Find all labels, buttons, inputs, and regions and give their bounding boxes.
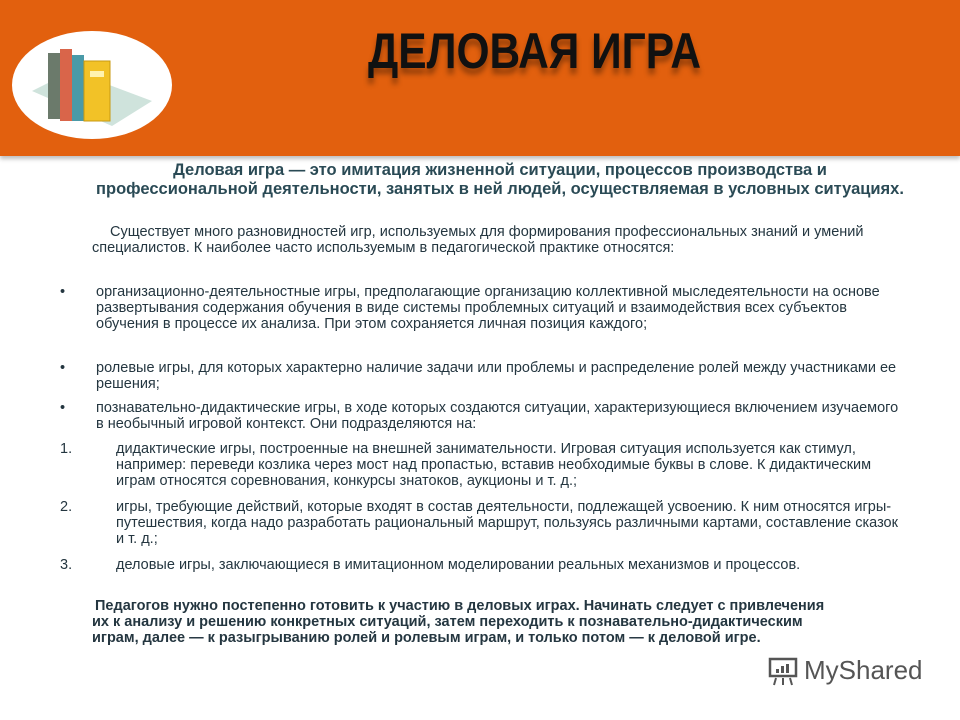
number-marker: 1. [60,441,73,457]
bullet-item [60,360,900,392]
bullet-marker: • [60,360,66,376]
bullet-text: познавательно-дидактические игры, в ходе которых создаются ситуации, характеризующиеся включением изучаемого в необычный игровой контекст. Они подразделяются на: [96,400,899,432]
intro-text: Существует много разновидностей игр, используемых для формирования профессиональных знаний и умений специалистов. К наиболее часто используемым в педагогической практике относятся: [92,224,864,256]
conclusion-text: Педагогов нужно постепенно готовить к участию в деловых играх. Начинать следует с привлечения их к анализу и решению конкретных ситуаций, затем переходить к познавательно-дидактическим играм, далее — к разыгрыванию ролей и ролевым играм, и только потом — к деловой игре. [92,598,825,646]
books-icon [12,31,172,139]
numbered-text: дидактические игры, построенные на внешней занимательности. Игровая ситуация используется как стимул, например: переведи козлика через мост над пропастью, вставив необходимые буквы в слове. К дидактическим играм относятся соревнования, конкурсы знатоков, аукционы и т. д.; [116,441,872,489]
numbered-text: деловые игры, заключающиеся в имитационном моделировании реальных механизмов и процессов. [116,557,801,573]
bullet-marker: • [60,400,66,416]
presentation-board-icon [766,656,800,686]
definition-text: Деловая игра — это имитация жизненной ситуации, процессов производства и профессиональной деятельности, занятых в ней людей, осуществляемая в условных ситуациях. [96,161,904,198]
bullet-item [60,400,900,432]
bullet-item [60,284,900,332]
bullet-text: ролевые игры, для которых характерно наличие задачи или проблемы и распределение ролей между участниками ее решения; [96,360,897,392]
numbered-text: игры, требующие действий, которые входят в состав деятельности, подлежащей усвоению. К ним относятся игры-путешествия, когда надо разработать рациональный маршрут, пользуясь различными картами, составление сказок и т. д.; [116,499,898,547]
numbered-item [60,499,900,547]
myshared-watermark [766,655,923,686]
bullet-text: организационно-деятельностные игры, предполагающие организацию коллективной мыследеятельности на основе развертывания содержания обучения в виде системы проблемных ситуаций и взаимодействия всех субъектов обучения в процессе их анализа. При этом сохраняется личная позиция каждого; [96,284,880,332]
slide-header [0,0,960,156]
numbered-item [60,557,900,573]
bullet-marker: • [60,284,66,300]
books-logo [12,31,172,139]
numbered-item [60,441,900,489]
number-marker: 2. [60,499,73,515]
slide-title: ДЕЛОВАЯ ИГРА [368,23,702,79]
number-marker: 3. [60,557,73,573]
brand-name: MyShared [804,655,923,685]
